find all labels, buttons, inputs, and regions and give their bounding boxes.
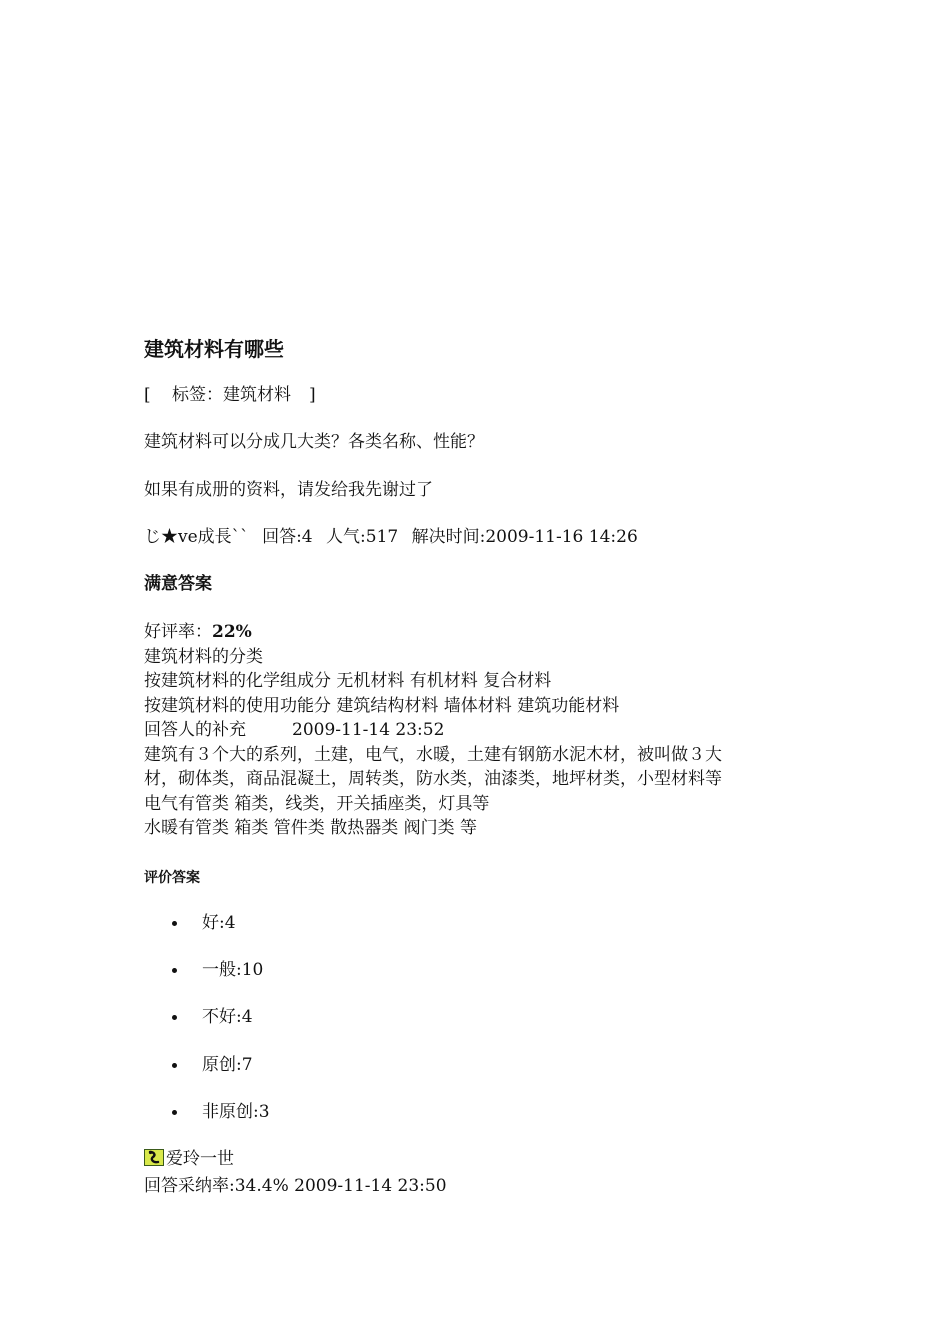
answer-line: 按建筑材料的化学组成分 无机材料 有机材料 复合材料 bbox=[144, 671, 552, 691]
bullet-icon bbox=[172, 1110, 177, 1115]
question-title: 建筑材料有哪些 bbox=[144, 337, 284, 361]
supplement-line bbox=[144, 718, 804, 743]
evaluation-item-label: 原创:7 bbox=[202, 1054, 253, 1075]
question-meta bbox=[144, 525, 638, 549]
supplement-label: 回答人的补充 bbox=[144, 720, 246, 740]
bullet-icon bbox=[172, 921, 177, 926]
tag-value[interactable]: 建筑材料 bbox=[223, 385, 291, 405]
evaluation-item-label: 一般:10 bbox=[202, 960, 264, 981]
bullet-icon bbox=[172, 1015, 177, 1020]
answer-line: 建筑材料的分类 bbox=[144, 646, 263, 667]
rating-label: 好评率： bbox=[144, 622, 212, 642]
answerer-name[interactable]: 爱玲一世 bbox=[166, 1149, 234, 1169]
best-answer-heading: 满意答案 bbox=[144, 574, 212, 594]
supplement-time: 2009-11-14 23:52 bbox=[292, 720, 445, 740]
evaluation-item-label: 好:4 bbox=[202, 913, 236, 933]
evaluation-item-bad[interactable] bbox=[144, 1004, 270, 1051]
evaluation-item-not-original[interactable] bbox=[144, 1099, 270, 1146]
rating-line bbox=[144, 620, 804, 645]
supplement-text-line: 建筑有３个大的系列，土建，电气，水暖，土建有钢筋水泥木材，被叫做３大 bbox=[144, 744, 722, 765]
resolved-time: 解决时间:2009-11-16 14:26 bbox=[411, 527, 638, 547]
evaluation-item-average[interactable] bbox=[144, 957, 270, 1004]
answer-count: 回答:4 bbox=[262, 527, 313, 547]
tag-label: 标签： bbox=[172, 385, 223, 405]
supplement-text-line: 水暖有管类 箱类 管件类 散热器类 阀门类 等 bbox=[144, 818, 478, 838]
tag-bracket-open: [ bbox=[144, 385, 151, 405]
question-body-line-1: 建筑材料可以分成几大类？各类名称、性能？ bbox=[144, 432, 484, 452]
supplement-text-line: 电气有管类 箱类，线类，开关插座类，灯具等 bbox=[144, 793, 490, 814]
evaluation-item-good[interactable] bbox=[144, 910, 270, 957]
bullet-icon bbox=[172, 968, 177, 973]
rating-value: 22% bbox=[212, 622, 252, 642]
best-answer-body bbox=[144, 620, 804, 841]
evaluation-item-label: 不好:4 bbox=[202, 1007, 253, 1028]
supplement-text-line: 材，砌体类，商品混凝土，周转类，防水类，油漆类，地坪材类，小型材料等 bbox=[144, 769, 722, 789]
evaluation-item-original[interactable] bbox=[144, 1052, 270, 1099]
bullet-icon bbox=[172, 1063, 177, 1068]
evaluation-list bbox=[144, 910, 270, 1146]
asker-name[interactable]: じ★ve成長`` bbox=[144, 527, 249, 547]
user-level-icon bbox=[144, 1149, 164, 1166]
evaluation-item-label: 非原创:3 bbox=[202, 1101, 270, 1122]
tag-bracket-close: ] bbox=[309, 385, 316, 405]
evaluation-heading: 评价答案 bbox=[144, 870, 200, 886]
answerer-line bbox=[144, 1147, 234, 1172]
question-body-line-2: 如果有成册的资料，请发给我先谢过了 bbox=[144, 480, 433, 500]
answer-line: 按建筑材料的使用功能分 建筑结构材料 墙体材料 建筑功能材料 bbox=[144, 695, 620, 716]
popularity: 人气:517 bbox=[326, 527, 399, 547]
answerer-meta: 回答采纳率:34.4% 2009-11-14 23:50 bbox=[144, 1176, 447, 1196]
tag-line bbox=[144, 383, 316, 407]
